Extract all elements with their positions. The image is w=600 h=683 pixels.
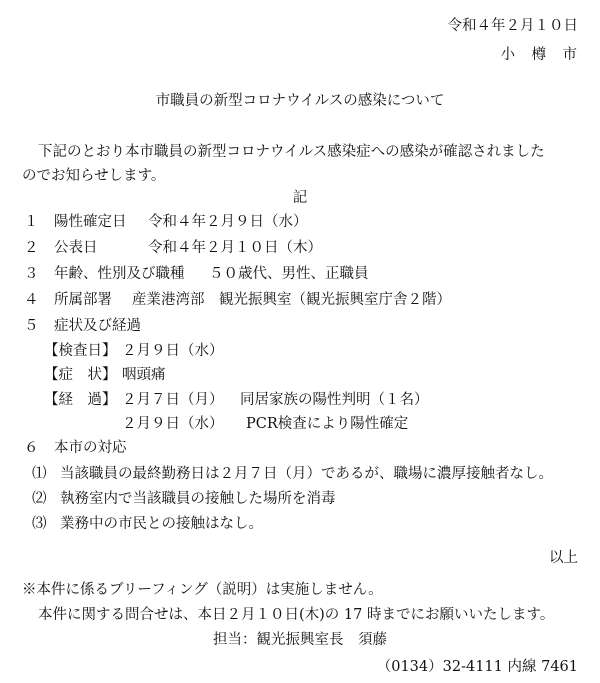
document-title: 市職員の新型コロナウイルスの感染について	[155, 93, 445, 109]
list-item	[24, 288, 451, 309]
item-value: ５０歳代、男性、正職員	[209, 266, 369, 282]
item-label: 年齢、性別及び職種	[54, 266, 185, 282]
progress-row	[44, 388, 429, 409]
exam-date-row	[44, 339, 224, 360]
symptom-row	[44, 363, 166, 384]
response-mark: ⑵	[32, 491, 47, 507]
exam-date-value: ２月９日（水）	[122, 343, 224, 359]
contact-person: 担当：観光振興室長 須藤	[213, 632, 387, 648]
item-number: ３	[24, 266, 39, 282]
progress-date: ２月７日（月）	[122, 392, 224, 408]
item-number: ２	[24, 240, 39, 256]
progress-label: 【経 過】	[44, 392, 117, 408]
document-date: 令和４年２月１０日	[447, 18, 578, 34]
inquiry-note: 本件に関する問合せは、本日２月１０日(木)の 17 時までにお願いいたします。	[38, 607, 555, 623]
item-value: 産業港湾部 観光振興室（観光振興室庁舎２階）	[132, 292, 451, 308]
progress-event: 同居家族の陽性判明（１名）	[240, 392, 429, 408]
progress-row	[122, 412, 408, 433]
item-number: ６	[24, 440, 39, 456]
progress-date: ２月９日（水）	[122, 416, 224, 432]
exam-date-label: 【検査日】	[44, 343, 117, 359]
item-label: 公表日	[54, 240, 98, 256]
intro-line-2: のでお知らせします。	[22, 168, 166, 184]
item-number: １	[24, 214, 39, 230]
list-item	[24, 262, 369, 283]
symptom-value: 咽頭痛	[122, 367, 166, 383]
item-value: 令和４年２月９日（水）	[148, 214, 308, 230]
intro-line-1: 下記のとおり本市職員の新型コロナウイルス感染症への感染が確認されました	[38, 144, 545, 160]
response-mark: ⑶	[32, 516, 47, 532]
item-number: ５	[24, 318, 39, 334]
item-label: 陽性確定日	[54, 214, 127, 230]
list-item	[24, 210, 308, 231]
item-label: 症状及び経過	[54, 318, 141, 334]
issuer-name: 小 樽 市	[500, 47, 578, 63]
response-mark: ⑴	[32, 466, 47, 482]
closing-mark: 以上	[549, 550, 578, 566]
progress-event: PCR検査により陽性確定	[246, 416, 409, 432]
response-heading	[24, 436, 127, 457]
briefing-note: ※本件に係るブリーフィング（説明）は実施しません。	[22, 582, 383, 598]
response-text: 当該職員の最終勤務日は２月７日（月）であるが、職場に濃厚接触者なし。	[60, 466, 553, 482]
ki-heading: 記	[292, 190, 308, 206]
item-label: 本市の対応	[54, 440, 127, 456]
response-item	[32, 512, 263, 533]
list-item	[24, 236, 322, 257]
item-label: 所属部署	[54, 292, 112, 308]
contact-phone: （0134）32-4111 内線 7461	[376, 659, 578, 675]
response-item	[32, 462, 553, 483]
item-value: 令和４年２月１０日（木）	[148, 240, 322, 256]
item-number: ４	[24, 292, 39, 308]
response-text: 執務室内で当該職員の接触した場所を消毒	[60, 491, 336, 507]
list-item	[24, 314, 141, 335]
symptom-label: 【症 状】	[44, 367, 117, 383]
response-item	[32, 487, 336, 508]
response-text: 業務中の市民との接触はなし。	[60, 516, 263, 532]
